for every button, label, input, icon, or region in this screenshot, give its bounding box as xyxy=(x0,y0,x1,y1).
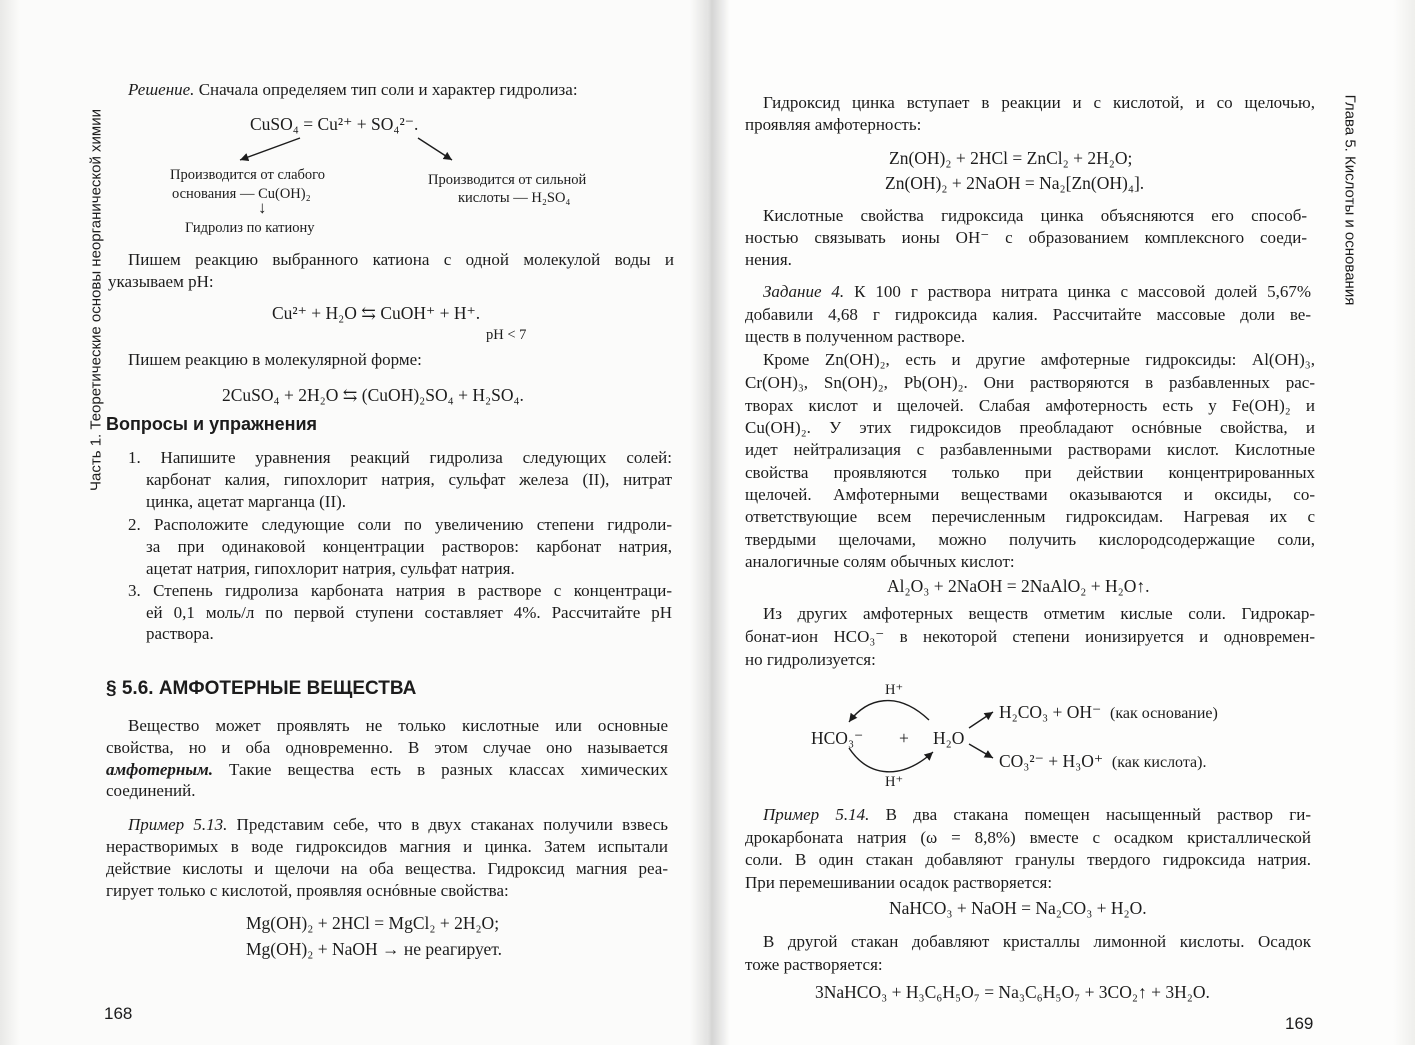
q1-line2: карбонат калия, гипохлорит натрия, сульфат железа (II), нитрат xyxy=(146,470,672,489)
p1-line1: Вещество может проявлять не только кислотные или основные xyxy=(128,716,668,735)
scheme-base-product: H₂CO₃ + OH⁻ xyxy=(999,702,1102,722)
ex514-line1-rest: В два стакана помещен насыщенный раствор ги- xyxy=(885,805,1311,824)
salt-line3: но гидролизуется: xyxy=(745,650,876,669)
nahco3-equation: NaHCO₃ + NaOH = Na₂CO₃ + H₂O. xyxy=(889,898,1147,918)
q3-line2: ей 0,1 моль/л по первой ступени составляет 4%. Рассчитайте pH xyxy=(146,603,672,622)
mg-equation-1: Mg(OH)₂ + 2HCl = MgCl₂ + 2H₂O; xyxy=(246,913,500,933)
citric-line1: В другой стакан добавляют кристаллы лимонной кислоты. Осадок xyxy=(763,932,1311,951)
dissociation-equation: CuSO₄ = Cu²⁺ + SO₄²⁻. xyxy=(250,114,419,134)
running-header-left: Часть 1. Теоретические основы неорганической химии xyxy=(87,109,105,491)
q2-line2: за при одинаковой концентрации растворов: карбонат натрия, xyxy=(146,537,672,556)
task4-line3: ществ в полученном растворе. xyxy=(745,327,966,346)
write-ion-line2: указываем pH: xyxy=(108,272,214,291)
task4-line1-rest: К 100 г раствора нитрата цинка с массовой долей 5,67% xyxy=(854,282,1311,301)
scheme-h-bottom: H⁺ xyxy=(885,774,904,790)
ex514-label: Пример 5.14. xyxy=(763,805,870,824)
solution-label: Решение. xyxy=(128,80,195,99)
ex513-line3: действие кислоты и щелочи на оба вещества. Гидроксид магния реа- xyxy=(106,859,668,878)
scheme-h2o: H₂O xyxy=(933,728,965,748)
p1-line2: свойства, но и оба одновременно. В этом случае оно называется xyxy=(106,738,668,757)
branch-left-arrow: ↓ xyxy=(258,198,267,217)
write-ion-line1: Пишем реакцию выбранного катиона с одной молекулой воды и xyxy=(128,250,674,269)
ex514-line2: дрокарбоната натрия (ω = 8,8%) вместе с осадком кристаллической xyxy=(745,828,1311,847)
scheme-acid-product: CO₃²⁻ + H₃O⁺ xyxy=(999,751,1104,771)
amph-line8: ответствующие всем перечисленным гидроксидам. Нагревая их с xyxy=(745,507,1315,526)
right-page xyxy=(707,0,1415,1045)
amph-line9: твердыми щелочами, можно получить кислородсодержащие соли, xyxy=(745,530,1315,549)
task4-line2: добавили 4,68 г гидроксида калия. Рассчитайте массовые доли ве- xyxy=(745,305,1311,324)
citric-line2: тоже растворяется: xyxy=(745,955,883,974)
task4-label: Задание 4. xyxy=(763,282,845,301)
term-amphoteric: амфотерным. xyxy=(106,760,213,779)
q3-line3: раствора. xyxy=(146,624,214,643)
running-header-right: Глава 5. Кислоты и основания xyxy=(1341,94,1359,306)
ex514-line4: При перемешивании осадок растворяется: xyxy=(745,873,1053,892)
amph-line1: Кроме Zn(OH)₂, есть и другие амфотерные гидроксиды: Al(OH)₃, xyxy=(763,350,1315,369)
ex513-line2: нерастворимых в воде гидроксидов магния и цинка. Затем испытали xyxy=(106,837,668,856)
questions-heading: Вопросы и упражнения xyxy=(106,414,318,434)
scheme-plus: + xyxy=(899,728,909,748)
ex513-line1 xyxy=(128,815,668,835)
branch-left-3: Гидролиз по катиону xyxy=(185,220,315,236)
book-gutter xyxy=(690,0,730,1045)
ex513-label: Пример 5.13. xyxy=(128,815,228,834)
zn-equation-1: Zn(OH)₂ + 2HCl = ZnCl₂ + 2H₂O; xyxy=(889,148,1133,168)
scheme-hco3: HCO₃⁻ xyxy=(811,728,864,748)
branch-right-2: кислоты — H₂SO₄ xyxy=(458,190,571,206)
branch-left-2: основания — Cu(OH)₂ xyxy=(172,186,311,202)
acid-line3: нения. xyxy=(745,250,792,269)
amph-line10: аналогичные солям обычных кислот: xyxy=(745,552,1015,571)
ion-equation: Cu²⁺ + H₂O ⇆ CuOH⁺ + H⁺. xyxy=(272,303,481,323)
ex514-line1 xyxy=(763,805,1311,825)
amph-line3: творах кислот и щелочей. Слабая амфотерность есть у Fe(OH)₂ и xyxy=(745,396,1315,415)
acid-line1: Кислотные свойства гидроксида цинка объясняются его способ- xyxy=(763,206,1307,225)
mol-equation: 2CuSO₄ + 2H₂O ⇆ (CuOH)₂SO₄ + H₂SO₄. xyxy=(222,385,524,405)
p1-line4: соединений. xyxy=(106,781,196,800)
q3-line1: 3. Степень гидролиза карбоната натрия в растворе с концентраци- xyxy=(128,581,672,600)
salt-line1: Из других амфотерных веществ отметим кислые соли. Гидрокар- xyxy=(763,604,1315,623)
branch-right-1: Производится от сильной xyxy=(428,172,587,188)
citric-equation: 3NaHCO₃ + H₃C₆H₅O₇ = Na₃C₆H₅O₇ + 3CO₂↑ + 3H₂O. xyxy=(815,982,1210,1002)
p1-line3 xyxy=(106,760,668,780)
zn-equation-2: Zn(OH)₂ + 2NaOH = Na₂[Zn(OH)₄]. xyxy=(885,173,1145,193)
amph-line7: щелочей. Амфотерными веществами оказываются и оксиды, со- xyxy=(745,485,1315,504)
acid-line2: ностью связывать ионы OH⁻ с образованием комплексного соеди- xyxy=(745,228,1307,247)
salt-line2: бонат-ион HCO₃⁻ в некоторой степени ионизируется и одновремен- xyxy=(745,627,1315,646)
page-number-right: 169 xyxy=(1285,1014,1314,1033)
zn-line2: проявляя амфотерность: xyxy=(745,115,922,134)
branch-left-1: Производится от слабого xyxy=(170,167,326,183)
ph-note: pH < 7 xyxy=(486,327,527,343)
section-heading: § 5.6. АМФОТЕРНЫЕ ВЕЩЕСТВА xyxy=(106,678,417,699)
q1-line3: цинка, ацетат марганца (II). xyxy=(146,492,347,511)
q2-line3: ацетат натрия, гипохлорит натрия, сульфат натрия. xyxy=(146,559,515,578)
scheme-acid-label: (как кислота). xyxy=(1111,754,1207,771)
mg-equation-2: Mg(OH)₂ + NaOH → не реагирует. xyxy=(246,939,502,959)
left-page xyxy=(0,0,707,1045)
ex513-line1-rest: Представим себе, что в двух стаканах получили взвесь xyxy=(236,815,668,834)
q1-line1: 1. Напишите уравнения реакций гидролиза следующих солей: xyxy=(128,448,672,467)
amph-line6: свойства проявляются только при действии концентрированных xyxy=(745,463,1315,482)
q2-line1: 2. Расположите следующие соли по увеличению степени гидроли- xyxy=(128,515,672,534)
scheme-base-label: (как основание) xyxy=(1110,705,1218,722)
p1-line3-rest: Такие вещества есть в разных классах химических xyxy=(229,760,668,779)
solution-intro: Сначала определяем тип соли и характер гидролиза: xyxy=(198,80,578,99)
al-equation: Al₂O₃ + 2NaOH = 2NaAlO₂ + H₂O↑. xyxy=(887,576,1150,596)
zn-line1: Гидроксид цинка вступает в реакции и с кислотой, и со щелочью, xyxy=(763,93,1315,112)
write-mol-line: Пишем реакцию в молекулярной форме: xyxy=(128,350,422,369)
page-number-left: 168 xyxy=(104,1004,133,1023)
scheme-h-top: H⁺ xyxy=(885,682,904,698)
amph-line4: Cu(OH)₂. У этих гидроксидов преобладают оснóвные свойства, и xyxy=(745,418,1315,437)
amph-line5: идет нейтрализация с разбавленными растворами кислот. Кислотные xyxy=(745,440,1315,459)
ex514-line3: соли. В один стакан добавляют гранулы твердого гидроксида натрия. xyxy=(745,850,1311,869)
ex513-line4: гирует только с кислотой, проявляя оснóвные свойства: xyxy=(106,881,509,900)
amph-line2: Cr(OH)₃, Sn(OH)₂, Pb(OH)₂. Они растворяются в разбавленных рас- xyxy=(745,373,1315,392)
